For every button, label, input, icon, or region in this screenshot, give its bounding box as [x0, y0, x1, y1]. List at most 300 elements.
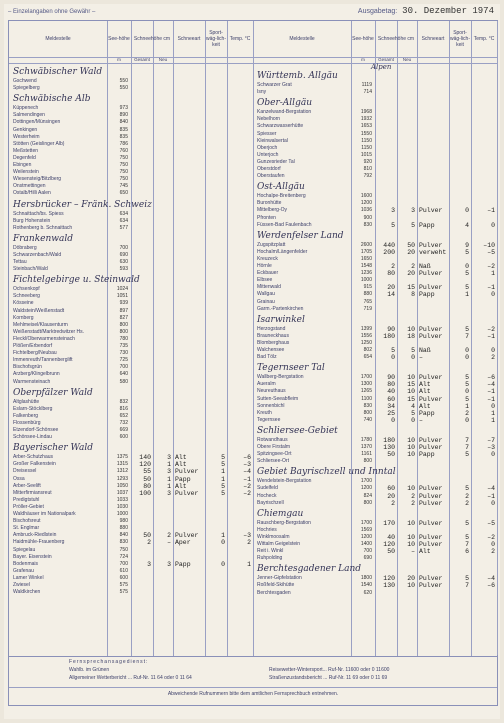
temperature: 0 [491, 499, 495, 507]
sport-rating: 7 [465, 444, 469, 451]
issue-date [358, 6, 494, 16]
station-name: Rothenberg b. Schnaittach [13, 224, 73, 231]
snow-type: Aper [175, 539, 191, 547]
temperature: 2 [491, 354, 495, 362]
sport-rating: 1 [465, 402, 469, 410]
station-name: Ossa [13, 475, 25, 482]
station-row [253, 417, 497, 424]
station-row [253, 263, 497, 270]
sport-rating: 2 [465, 499, 469, 507]
region-heading: Schwäbischer Wald [13, 67, 103, 77]
issue-date-label: Ausgabetag: [357, 8, 398, 15]
snow-total: 80 [387, 381, 395, 389]
snow-new: 2 [411, 263, 415, 270]
station-row [9, 293, 253, 300]
station-name: Grafenau [13, 567, 34, 574]
station-name: Walchensee [257, 347, 285, 353]
temperature: –2 [487, 263, 495, 270]
footer-note: Abweichende Rufnummern bitte dem amtlichen Fernsprechbuch entnehmen. [9, 687, 497, 697]
station-row [9, 190, 253, 197]
station-row [253, 354, 497, 361]
station-altitude: 575 [119, 582, 128, 588]
snow-total: 170 [383, 519, 395, 527]
snow-type: Pulver [419, 395, 443, 403]
station-row [9, 155, 253, 162]
snow-total: 2 [147, 539, 151, 547]
column-header-sportfaehigkeit: Sport-wäg-lich-keit [205, 30, 226, 48]
snow-total: 0 [391, 416, 395, 424]
snow-type: Pulver [419, 533, 443, 541]
sport-rating: 7 [465, 582, 469, 590]
region-heading: Tegernseer Tal [257, 363, 325, 374]
sport-rating: 0 [465, 263, 469, 270]
snow-total: 130 [383, 444, 395, 451]
station-altitude: 593 [119, 266, 128, 273]
snow-new: 1 [167, 475, 171, 483]
sport-rating: 5 [465, 284, 469, 292]
station-name: Dottingen/Münsingen [13, 119, 61, 126]
station-name: Altglashütte [13, 398, 40, 405]
station-name: Zwiesel [13, 582, 30, 588]
station-altitude: 750 [119, 176, 128, 183]
snow-type: Alt [175, 461, 187, 469]
station-altitude: 654 [363, 354, 372, 361]
station-row [9, 266, 253, 273]
station-row [9, 476, 253, 483]
station-row [9, 427, 253, 434]
snow-new: 10 [407, 582, 415, 590]
station-altitude: 580 [119, 378, 128, 385]
disclaimer: – Einzelangaben ohne Gewähr – [8, 9, 96, 15]
station-altitude: 1265 [360, 388, 372, 395]
snow-type: Papp [419, 451, 435, 459]
snow-new: 10 [407, 533, 415, 541]
station-name: Plößen/Erbendorf [13, 343, 53, 349]
station-altitude: 575 [119, 589, 128, 596]
station-altitude: 1540 [360, 582, 372, 589]
station-name: Berchtesgaden [257, 589, 291, 596]
snow-new: 10 [407, 519, 415, 527]
snow-new: 10 [407, 485, 415, 493]
station-name: Ruhpolding [257, 555, 283, 562]
station-row [253, 291, 497, 298]
station-name: Reit i. Winkl [257, 548, 284, 555]
station-name: Großer Falkenstein [13, 461, 56, 468]
snow-new: 15 [407, 284, 415, 292]
temperature: –6 [243, 454, 251, 462]
snow-total: 50 [143, 532, 151, 540]
station-row [253, 222, 497, 229]
station-name: Ochsenkopf [13, 286, 40, 293]
sport-rating: 5 [465, 248, 469, 256]
temperature: 0 [491, 541, 495, 548]
temperature: 0 [491, 347, 495, 354]
station-altitude: 800 [119, 328, 128, 335]
station-altitude: 634 [119, 210, 128, 217]
snow-total: 2 [391, 499, 395, 507]
station-row [9, 511, 253, 518]
station-altitude: 800 [363, 499, 372, 506]
snow-new: 3 [167, 489, 171, 497]
station-row [9, 483, 253, 490]
station-altitude: 735 [119, 343, 128, 349]
station-altitude: 1036 [360, 207, 372, 214]
station-row [9, 119, 253, 126]
station-name: Bischofsgrün [13, 364, 42, 371]
sport-rating: 0 [221, 539, 225, 547]
station-row [9, 582, 253, 589]
station-row [253, 527, 497, 534]
snow-type: Pulver [419, 492, 443, 500]
station-name: Elbsee [257, 277, 273, 284]
station-row [253, 541, 497, 548]
snow-new: 3 [167, 454, 171, 462]
station-altitude: 750 [119, 154, 128, 161]
station-name: Kreuzeck [257, 255, 278, 262]
station-altitude: 630 [119, 259, 128, 265]
station-row [253, 200, 497, 207]
snow-type: Pulver [419, 207, 443, 215]
station-name: Zugspitzplatt [257, 241, 286, 248]
snow-total: 20 [387, 284, 395, 292]
station-row [253, 374, 497, 381]
station-name: Bischofsreut [13, 518, 41, 525]
station-row [9, 245, 253, 252]
station-name: Herzogstand [257, 325, 286, 332]
column-header-sportfaehigkeit: Sport-wäg-lich-keit [449, 30, 470, 48]
station-altitude: 760 [119, 147, 128, 154]
station-name: Lamer Winkel [13, 574, 44, 581]
station-altitude: 1236 [360, 270, 372, 277]
snow-new: 5 [411, 347, 415, 354]
station-name: Arber-Seelift [13, 482, 41, 489]
station-altitude: 830 [119, 539, 128, 546]
station-name: Warmensteinach [13, 378, 51, 385]
station-row [9, 379, 253, 386]
station-row [9, 141, 253, 148]
station-altitude: 1569 [360, 526, 372, 533]
snow-total: 80 [387, 270, 395, 278]
region-heading: Chiemgau [257, 508, 304, 519]
station-name: Neureuthaus [257, 388, 286, 395]
station-altitude: 732 [119, 419, 128, 426]
station-row [253, 451, 497, 458]
column-subheader-neu: Neu [402, 57, 412, 62]
station-name: Kornberg [13, 314, 34, 321]
snow-new: 3 [167, 560, 171, 568]
station-row [253, 444, 497, 451]
station-name: Schnaittach/bs. Spiess [13, 210, 64, 217]
snow-type: Naß [419, 347, 431, 354]
column-header-schneehoehe: Schneehöhe cm [133, 36, 171, 42]
station-altitude: 800 [363, 458, 372, 465]
station-row [253, 548, 497, 555]
snow-total: 50 [387, 548, 395, 556]
region-heading: Württemb. Allgäu [257, 71, 338, 81]
station-row [9, 85, 253, 92]
station-row [9, 525, 253, 532]
footer-line: Wahlb. im Grünen [69, 667, 110, 673]
station-row [253, 458, 497, 465]
snow-total: 120 [139, 461, 151, 469]
snow-new: 2 [411, 492, 415, 500]
station-altitude: 1150 [361, 137, 372, 144]
snow-new: 1 [167, 461, 171, 469]
station-altitude: 1548 [360, 263, 372, 269]
station-row [253, 493, 497, 500]
station-altitude: 1700 [360, 519, 372, 526]
snow-new: 10 [407, 451, 415, 459]
sport-rating: 1 [221, 468, 225, 476]
region-heading: Werdenfelser Land [257, 230, 344, 241]
station-name: Mittenwald [257, 284, 281, 291]
sport-rating: 5 [221, 461, 225, 469]
snow-total: 90 [387, 325, 395, 333]
station-row [253, 207, 497, 214]
station-name: Hocheck [257, 492, 277, 499]
station-row [253, 437, 497, 444]
region-pretitle: Alpen [371, 63, 392, 71]
sport-rating: 7 [465, 332, 469, 340]
station-altitude: 610 [119, 567, 128, 574]
station-name: Roßfeld-Skihütte [257, 582, 295, 589]
temperature: –4 [243, 468, 251, 476]
station-row [9, 568, 253, 575]
station-name: Weißenstadt/Marktredwitzer Hs. [13, 328, 85, 335]
station-altitude: 700 [119, 364, 128, 371]
snow-type: Pulver [419, 575, 443, 583]
station-name: Obere Firstalm [257, 444, 291, 450]
station-row [9, 315, 253, 322]
station-altitude: 600 [119, 434, 128, 441]
snow-new: 0 [411, 416, 415, 424]
station-altitude: 939 [119, 300, 128, 307]
station-name: Gschwend [13, 78, 37, 84]
station-row [9, 539, 253, 546]
snow-new: 8 [411, 291, 415, 299]
station-name: Fleckl/Oberwarmensteinach [13, 335, 75, 342]
station-row [9, 364, 253, 371]
snow-total: 60 [387, 395, 395, 403]
temperature: –4 [487, 381, 495, 389]
station-row [9, 575, 253, 582]
station-row [253, 249, 497, 256]
sport-rating: 4 [465, 221, 469, 229]
station-name: Mehlmeisel/Klausenturm [13, 321, 68, 328]
region-heading: Oberpfälzer Wald [13, 387, 93, 398]
station-name: Bodenmais [13, 560, 39, 567]
snow-new: 10 [407, 444, 415, 451]
station-altitude: 700 [119, 560, 128, 567]
sport-rating: 5 [221, 482, 225, 490]
station-row [9, 134, 253, 141]
station-altitude: 1000 [360, 277, 372, 284]
station-row [9, 286, 253, 293]
station-name: Waldkirchen [13, 589, 41, 596]
station-altitude: 1653 [360, 123, 372, 130]
sport-rating: 5 [465, 575, 469, 583]
station-name: Hochalpe-Breitenberg [257, 193, 306, 200]
column-header-seehoehe: See-höhe [108, 36, 130, 42]
footer-line: Straßenzustandsbericht ... Ruf-Nr. 11 69 oder 0 11 69 [269, 675, 388, 681]
station-row [9, 406, 253, 413]
station-altitude: 1315 [116, 461, 128, 468]
station-name: Ebingen [13, 162, 32, 168]
station-row [9, 148, 253, 155]
station-altitude: 800 [119, 321, 128, 328]
station-row [9, 434, 253, 441]
station-altitude: 1050 [116, 482, 128, 489]
station-altitude: 810 [363, 166, 372, 172]
station-name: Immenreuth/Tannenberglift [13, 357, 73, 364]
station-row [253, 340, 497, 347]
station-altitude: 1015 [360, 151, 372, 158]
station-altitude: 980 [119, 518, 128, 525]
station-altitude: 1150 [361, 144, 372, 151]
temperature: –2 [487, 533, 495, 541]
station-row [9, 461, 253, 468]
temperature: 0 [491, 291, 495, 299]
station-row [253, 256, 497, 263]
station-name: Rotwandhaus [257, 436, 288, 443]
station-name: Sonnenbichl [257, 402, 285, 409]
station-name: Arber-Schutzhaus [13, 454, 54, 461]
station-name: Meßstetten [13, 147, 39, 154]
station-row [253, 284, 497, 291]
station-row [253, 575, 497, 582]
station-altitude: 1932 [360, 116, 372, 123]
snow-total: 34 [387, 402, 395, 410]
station-altitude: 550 [119, 78, 128, 84]
station-name: Sudelfeld [257, 485, 278, 492]
station-name: St. Englmar [13, 525, 40, 532]
station-altitude: 1399 [360, 325, 372, 332]
snow-total: 140 [139, 454, 151, 462]
column-subheader-neu: Neu [158, 57, 168, 62]
sport-rating: 1 [465, 291, 469, 299]
temperature: –10 [483, 241, 495, 249]
station-altitude: 1051 [116, 293, 128, 300]
sport-rating: 1 [221, 475, 225, 483]
station-row [253, 123, 497, 130]
station-row [9, 127, 253, 134]
station-altitude: 1161 [361, 451, 372, 458]
snow-new: 20 [407, 575, 415, 583]
region-heading: Bayerischer Wald [13, 443, 93, 454]
station-row [9, 218, 253, 225]
snow-total: 440 [383, 241, 395, 249]
temperature: 1 [491, 416, 495, 424]
region-heading: Isarwinkel [257, 314, 305, 325]
sport-rating: 5 [465, 325, 469, 333]
station-name: Hochries [257, 526, 277, 533]
temperature: 0 [491, 221, 495, 229]
snow-total: 180 [383, 332, 395, 340]
station-altitude: 1700 [360, 374, 372, 381]
issue-date-value: 30. Dezember 1974 [402, 6, 494, 16]
station-name: Kanzelwand-Bergstation [257, 109, 312, 116]
snow-type: Alt [419, 548, 431, 556]
station-name: Wallgau [257, 291, 275, 298]
station-altitude: 730 [119, 350, 128, 357]
station-row [9, 211, 253, 218]
station-name: Weilenstein [13, 169, 39, 176]
station-name: Schliersee-Ort [257, 458, 289, 465]
station-row [9, 454, 253, 461]
station-row [9, 497, 253, 504]
station-row [253, 485, 497, 492]
station-altitude: 1312 [116, 468, 128, 475]
snow-new: 20 [407, 270, 415, 278]
station-row [253, 381, 497, 388]
station-altitude: 973 [119, 105, 128, 112]
station-altitude: 1100 [361, 395, 372, 402]
snow-total: 0 [391, 354, 395, 362]
station-altitude: 880 [363, 291, 372, 298]
station-row [253, 333, 497, 340]
region-heading: Gebiet Bayrischzell und Inntal [257, 467, 396, 478]
station-name: Oberstdorf [257, 166, 281, 172]
snow-type: – [419, 354, 423, 362]
snow-new: 18 [407, 332, 415, 340]
station-name: Arzberg/Klingelbrunn [13, 371, 60, 378]
snow-total: 2 [391, 263, 395, 270]
station-altitude: 780 [119, 335, 128, 342]
station-row [9, 413, 253, 420]
station-row [9, 343, 253, 350]
station-row [9, 420, 253, 427]
station-name: Schwarzenbach/Wald [13, 251, 62, 258]
station-altitude: 897 [119, 307, 128, 314]
station-row [253, 299, 497, 306]
station-row [253, 242, 497, 249]
station-altitude: 816 [119, 405, 128, 412]
station-altitude: 835 [119, 126, 128, 133]
station-altitude: 840 [119, 532, 128, 539]
sport-rating: 0 [465, 416, 469, 424]
station-name: Spiegelau [13, 546, 36, 553]
snow-new: – [411, 548, 415, 556]
snow-total: 100 [139, 489, 151, 497]
station-row [9, 357, 253, 364]
station-altitude: 1650 [360, 255, 372, 262]
snow-type: Naß [419, 263, 431, 270]
region-heading: Fichtelgebirge u. Steinwald [13, 275, 140, 286]
station-row [253, 410, 497, 417]
snow-total: 90 [387, 374, 395, 382]
station-name: Stötten (Geislinger Alb) [13, 140, 65, 147]
station-name: Fichtelberg/Neubau [13, 350, 57, 357]
station-row [253, 145, 497, 152]
station-name: Steinbach/Wald [13, 266, 48, 273]
temperature: –2 [243, 489, 251, 497]
snow-type: Pulver [419, 582, 443, 590]
station-row [253, 173, 497, 180]
snow-new: 5 [411, 409, 415, 417]
station-name: Kleinwalsertal [257, 137, 288, 144]
region-heading: Schliersee-Gebiet [257, 425, 338, 436]
station-row [253, 215, 497, 222]
station-row [253, 159, 497, 166]
snow-total: 14 [387, 291, 395, 299]
sport-rating: 5 [465, 270, 469, 278]
snow-new: 10 [407, 374, 415, 382]
station-row [9, 259, 253, 266]
station-altitude: 1370 [360, 444, 372, 450]
column-divider [497, 21, 498, 656]
station-altitude: 1300 [360, 381, 372, 388]
snow-type: Papp [419, 409, 435, 417]
